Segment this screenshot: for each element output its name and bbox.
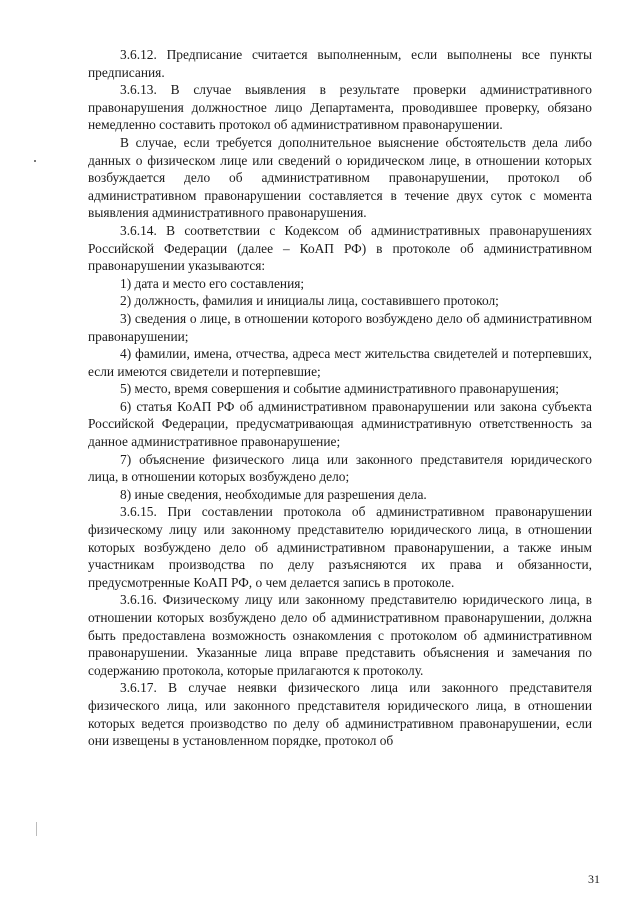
scan-speck xyxy=(36,822,37,836)
list-item-5: 5) место, время совершения и событие административного правонарушения; xyxy=(120,381,559,397)
paragraph-3-6-15: 3.6.15. При составлении протокола об административном правонарушении физическому лицу или законному представителю юридического лица, в отношении которых возбуждено дело об административном правонарушении, а также иным участникам производства по делу разъясняются их права и обязанности, предусмотренные КоАП РФ, о чем делается запись в протоколе. xyxy=(88,504,592,590)
page-number: 31 xyxy=(588,872,600,886)
paragraph-3-6-13: 3.6.13. В случае выявления в результате проверки административного правонарушения должностное лицо Департамента, проводившее проверку, обязано немедленно составить протокол об административном правонарушении. xyxy=(88,82,592,133)
paragraph-additional-clarification: В случае, если требуется дополнительное выяснение обстоятельств дела либо данных о физическом лице или сведений о юридическом лице, в отношении которых возбуждается дело об административном правонарушении, протокол об административном правонарушении составляется в течение двух суток с момента выявления административного правонарушения. xyxy=(88,134,592,221)
list-item-4: 4) фамилии, имена, отчества, адреса мест жительства свидетелей и потерпевших, если имеются свидетели и потерпевшие; xyxy=(88,346,592,379)
paragraph-3-6-12: 3.6.12. Предписание считается выполненным, если выполнены все пункты предписания. xyxy=(88,47,592,80)
list-item-1: 1) дата и место его составления; xyxy=(120,275,305,291)
list-item-8: 8) иные сведения, необходимые для разрешения дела. xyxy=(120,486,427,502)
list-item-7: 7) объяснение физического лица или законного представителя юридического лица, в отношении которых возбуждено дело; xyxy=(88,451,592,485)
list-item-6: 6) статья КоАП РФ об административном правонарушении или закона субъекта Российской Федерации, предусматривающая административную ответственность за данное административное правонарушение; xyxy=(88,398,592,450)
paragraph-3-6-14: 3.6.14. В соответствии с Кодексом об административных правонарушениях Российской Федерации (далее – КоАП РФ) в протоколе об административном правонарушении указываются: xyxy=(88,222,592,274)
document-page xyxy=(88,46,592,750)
list-item-2: 2) должность, фамилия и инициалы лица, составившего протокол; xyxy=(120,293,499,309)
paragraph-3-6-17: 3.6.17. В случае неявки физического лица или законного представителя физического лица, или законного представителя юридического лица, в отношении которых ведется производство по делу об административном правонарушении, если они извещены в установленном порядке, протокол об xyxy=(88,680,592,749)
list-item-3: 3) сведения о лице, в отношении которого возбуждено дело об административном правонарушении; xyxy=(88,310,592,344)
scan-speck xyxy=(34,160,36,162)
paragraph-3-6-16: 3.6.16. Физическому лицу или законному представителю юридического лица, в отношении которых возбуждено дело об административном правонарушении, должна быть предоставлена возможность ознакомления с протоколом об административном правонарушении. Указанные лица вправе представить объяснения и замечания по содержанию протокола, которые прилагаются к протоколу. xyxy=(88,592,592,678)
